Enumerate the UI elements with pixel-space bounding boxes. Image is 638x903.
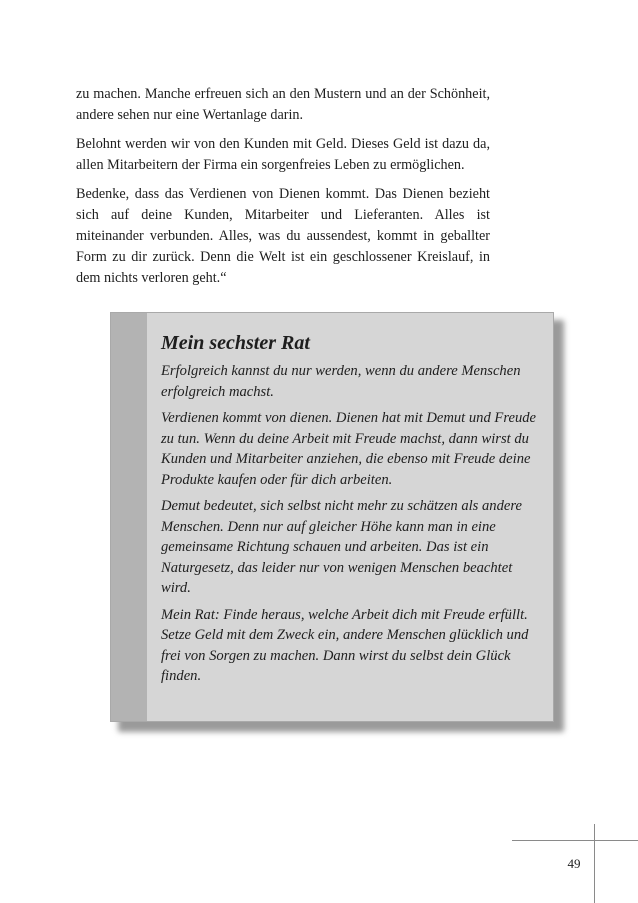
body-paragraph: Bedenke, dass das Verdienen von Dienen kommt. Das Dienen bezieht sich auf deine Kunden, Mitarbeiter und Lieferanten. Alles ist miteinander verbunden. Alles, was du aussendest, kommt in geballter Form zu dir zurück. Denn die Welt ist ein geschlossener Kreislauf, in dem nichts verloren geht.“ xyxy=(76,186,490,286)
body-text xyxy=(76,84,490,297)
body-paragraph: Belohnt werden wir von den Kunden mit Geld. Dieses Geld ist dazu da, allen Mitarbeitern der Firma ein sorgenfreies Leben zu ermöglichen. xyxy=(76,136,490,173)
advice-paragraph: Verdienen kommt von dienen. Dienen hat mit Demut und Freude zu tun. Wenn du deine Arbeit mit Freude machst, dann wirst du Kunden und Mitarbeiter anziehen, die ebenso mit Freude deine Produkte kaufen oder für dich arbeiten. xyxy=(161,410,537,488)
advice-paragraph: Erfolgreich kannst du nur werden, wenn du andere Menschen erfolgreich machst. xyxy=(161,363,521,400)
advice-paragraph: Mein Rat: Finde heraus, welche Arbeit dich mit Freude erfüllt. Setze Geld mit dem Zweck ein, andere Menschen glücklich und frei von Sorgen zu machen. Dann wirst du selbst dein Glück finden. xyxy=(161,606,529,684)
advice-box-title: Mein sechster Rat xyxy=(161,332,310,354)
crop-mark-horizontal xyxy=(512,840,638,841)
page-number: 49 xyxy=(567,856,581,871)
advice-box-content xyxy=(161,331,539,693)
advice-box xyxy=(110,312,554,722)
crop-mark-vertical xyxy=(594,824,595,903)
body-paragraph: zu machen. Manche erfreuen sich an den Mustern und an der Schönheit, andere sehen nur eine Wertanlage darin. xyxy=(76,86,490,123)
advice-box-band xyxy=(111,313,147,721)
advice-paragraph: Demut bedeutet, sich selbst nicht mehr zu schätzen als andere Menschen. Denn nur auf gleicher Höhe kann man in eine gemeinsame Richtung schauen und arbeiten. Das ist ein Naturgesetz, das leider nur von wenigen Menschen beachtet wird. xyxy=(161,498,522,596)
